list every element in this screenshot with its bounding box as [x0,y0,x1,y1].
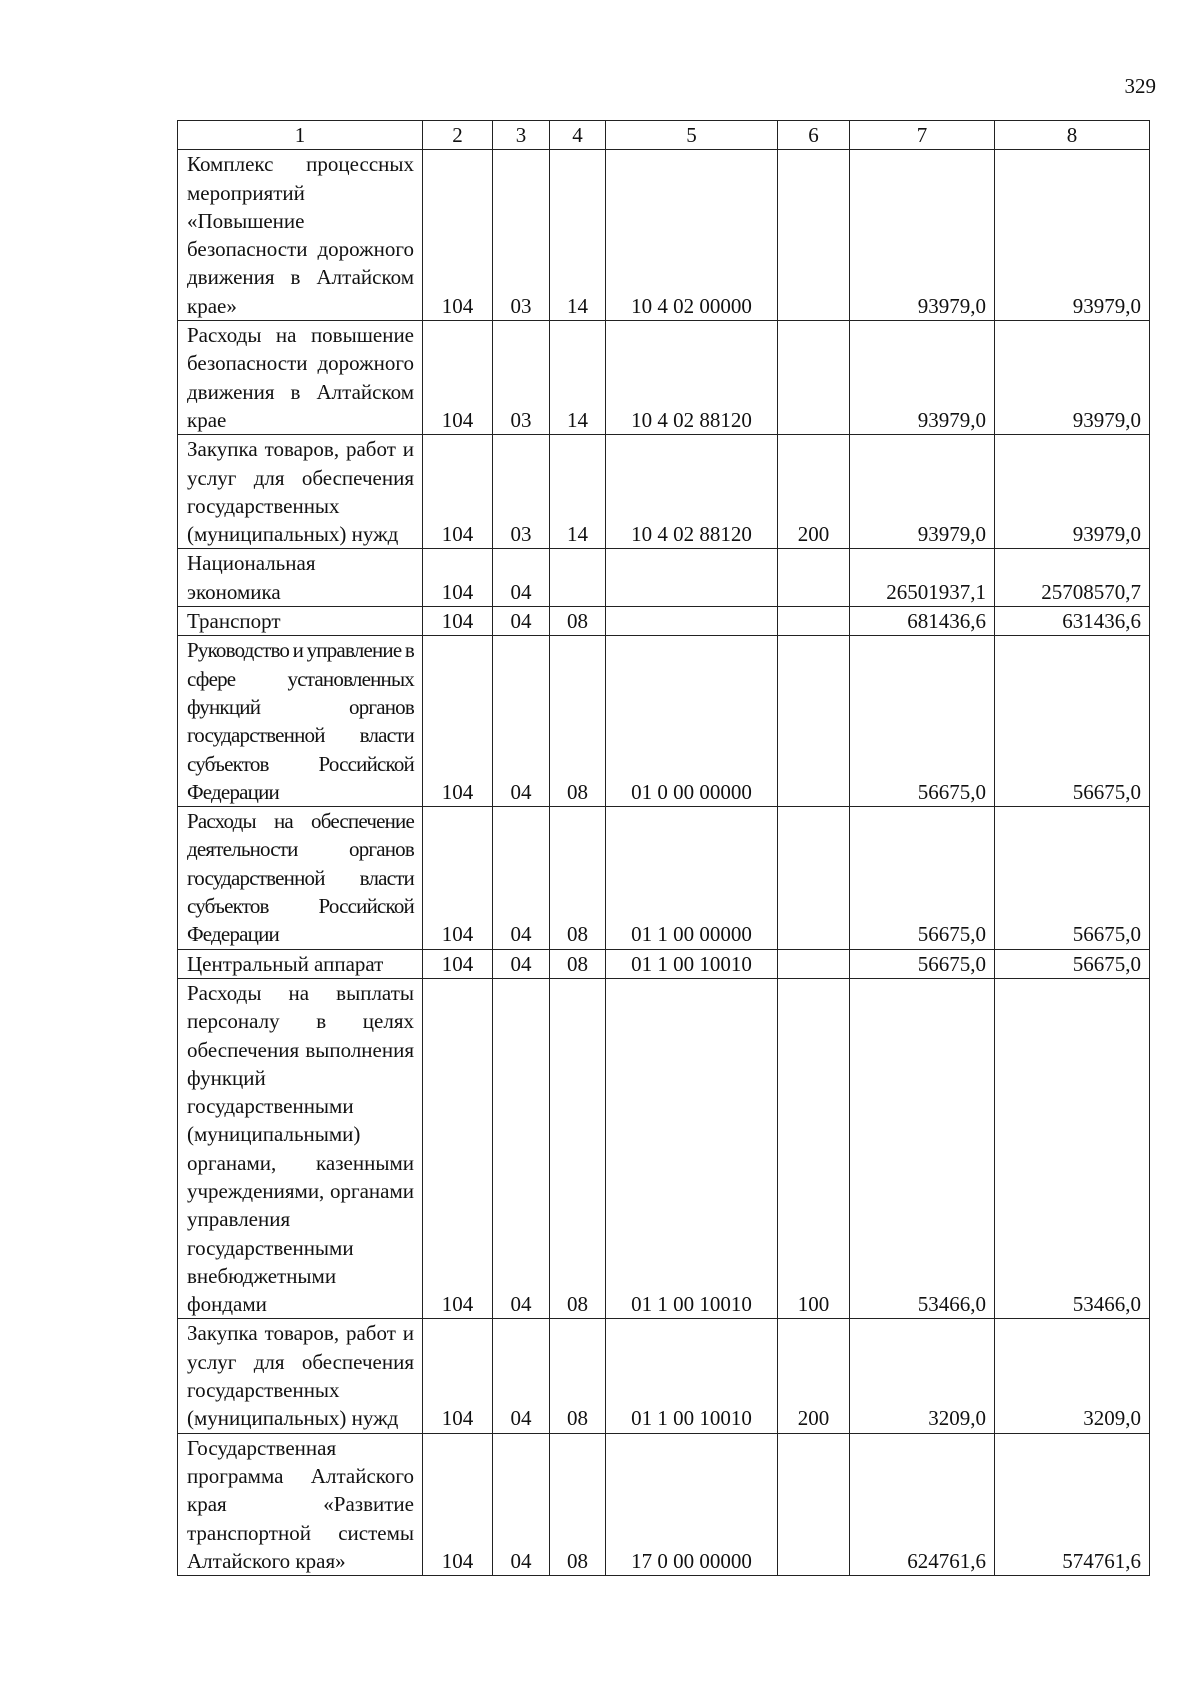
row-col2-cell: 104 [423,321,493,435]
table-row [178,807,1150,949]
table-row [178,949,1150,978]
row-name-cell: Транспорт [178,607,423,636]
header-cell: 4 [550,121,606,150]
budget-table [177,120,1150,1576]
table-row [178,150,1150,321]
row-col3-cell: 04 [493,949,550,978]
row-col6-cell [778,807,850,949]
table-row [178,978,1150,1319]
row-name-cell: Комплекс процессных мероприятий «Повышение безопасности дорожного движения в Алтайском крае» [178,150,423,321]
row-col2-cell: 104 [423,1433,493,1575]
row-col6-cell: 200 [778,1319,850,1433]
row-col2-cell: 104 [423,636,493,807]
row-col5-cell: 17 0 00 00000 [606,1433,778,1575]
row-name-cell: Государственная программа Алтайского края «Развитие транспортной системы Алтайского края» [178,1433,423,1575]
row-col3-cell: 03 [493,435,550,549]
row-col6-cell: 100 [778,978,850,1319]
row-col3-cell: 04 [493,1433,550,1575]
row-col2-cell: 104 [423,949,493,978]
row-col6-cell: 200 [778,435,850,549]
table-row [178,636,1150,807]
row-col8-cell: 56675,0 [995,807,1150,949]
row-col8-cell: 56675,0 [995,636,1150,807]
row-col6-cell [778,549,850,607]
row-col7-cell: 53466,0 [850,978,995,1319]
table-row [178,549,1150,607]
row-col3-cell: 04 [493,978,550,1319]
page-number: 329 [1124,74,1156,98]
row-col4-cell: 08 [550,607,606,636]
header-cell: 5 [606,121,778,150]
row-col3-cell: 04 [493,549,550,607]
row-col4-cell: 08 [550,1319,606,1433]
row-col6-cell [778,636,850,807]
row-col7-cell: 26501937,1 [850,549,995,607]
row-col8-cell: 93979,0 [995,321,1150,435]
row-col8-cell: 53466,0 [995,978,1150,1319]
row-col8-cell: 56675,0 [995,949,1150,978]
row-col4-cell: 14 [550,150,606,321]
row-col8-cell: 93979,0 [995,150,1150,321]
row-col7-cell: 624761,6 [850,1433,995,1575]
row-name-cell: Закупка товаров, работ и услуг для обеспечения государственных (муниципальных) нужд [178,435,423,549]
row-col7-cell: 93979,0 [850,321,995,435]
row-col7-cell: 56675,0 [850,636,995,807]
row-col8-cell: 631436,6 [995,607,1150,636]
row-col6-cell [778,150,850,321]
row-col7-cell: 3209,0 [850,1319,995,1433]
row-col8-cell: 574761,6 [995,1433,1150,1575]
row-col7-cell: 56675,0 [850,807,995,949]
row-col8-cell: 93979,0 [995,435,1150,549]
row-col6-cell [778,607,850,636]
row-col4-cell: 08 [550,1433,606,1575]
row-col5-cell: 10 4 02 88120 [606,435,778,549]
row-col3-cell: 04 [493,807,550,949]
row-col6-cell [778,321,850,435]
row-col3-cell: 04 [493,636,550,807]
row-col2-cell: 104 [423,978,493,1319]
row-col2-cell: 104 [423,807,493,949]
row-name-cell: Закупка товаров, работ и услуг для обеспечения государственных (муниципальных) нужд [178,1319,423,1433]
row-col7-cell: 93979,0 [850,435,995,549]
header-cell: 8 [995,121,1150,150]
table-row [178,435,1150,549]
header-cell: 6 [778,121,850,150]
row-col6-cell [778,949,850,978]
row-col2-cell: 104 [423,150,493,321]
header-cell: 2 [423,121,493,150]
row-col3-cell: 04 [493,1319,550,1433]
row-col4-cell: 14 [550,321,606,435]
row-col5-cell [606,549,778,607]
table-header-row [178,121,1150,150]
row-name-cell: Расходы на выплаты персоналу в целях обеспечения выполнения функций государственными (муниципальными) органами, казенными учреждениями, органами управления государственными внебюджетными фондами [178,978,423,1319]
row-col2-cell: 104 [423,607,493,636]
table-row [178,1319,1150,1433]
row-col3-cell: 04 [493,607,550,636]
header-cell: 1 [178,121,423,150]
row-col3-cell: 03 [493,321,550,435]
row-col2-cell: 104 [423,1319,493,1433]
table-row [178,1433,1150,1575]
header-cell: 7 [850,121,995,150]
row-col5-cell: 01 0 00 00000 [606,636,778,807]
row-col4-cell: 08 [550,978,606,1319]
row-name-cell: Расходы на обеспечение деятельности органов государственной власти субъектов Российской Федерации [178,807,423,949]
row-col4-cell: 08 [550,807,606,949]
row-col2-cell: 104 [423,549,493,607]
row-col4-cell: 08 [550,949,606,978]
row-col5-cell: 01 1 00 10010 [606,978,778,1319]
header-cell: 3 [493,121,550,150]
row-col4-cell: 08 [550,636,606,807]
row-col5-cell: 10 4 02 00000 [606,150,778,321]
row-name-cell: Центральный аппарат [178,949,423,978]
row-col5-cell: 01 1 00 10010 [606,1319,778,1433]
row-col5-cell: 01 1 00 00000 [606,807,778,949]
row-col8-cell: 3209,0 [995,1319,1150,1433]
row-name-cell: Расходы на повышение безопасности дорожного движения в Алтайском крае [178,321,423,435]
row-col2-cell: 104 [423,435,493,549]
row-col7-cell: 681436,6 [850,607,995,636]
row-col4-cell [550,549,606,607]
row-col5-cell: 01 1 00 10010 [606,949,778,978]
row-col7-cell: 93979,0 [850,150,995,321]
row-col4-cell: 14 [550,435,606,549]
table-row [178,607,1150,636]
row-col5-cell: 10 4 02 88120 [606,321,778,435]
row-col6-cell [778,1433,850,1575]
row-col3-cell: 03 [493,150,550,321]
table-row [178,321,1150,435]
row-col8-cell: 25708570,7 [995,549,1150,607]
row-name-cell: Национальная экономика [178,549,423,607]
row-col5-cell [606,607,778,636]
row-col7-cell: 56675,0 [850,949,995,978]
row-name-cell: Руководство и управление в сфере установленных функций органов государственной власти субъектов Российской Федерации [178,636,423,807]
